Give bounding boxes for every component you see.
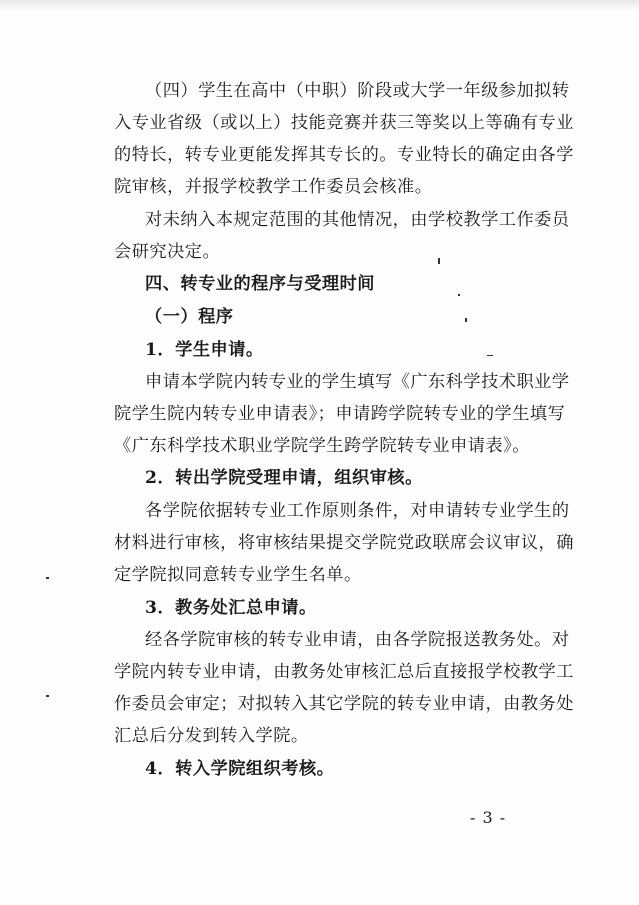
scan-speck [487,355,493,356]
paragraph-line: 对未纳入本规定范围的其他情况，由学校教学工作委员 [145,210,570,230]
page-number: - 3 - [470,808,507,827]
scan-speck [46,695,49,697]
paragraph-line: 入专业省级（或以上）技能竞赛并获三等奖以上等确有专业 [114,113,574,133]
paragraph-line: 各学院依据转专业工作原则条件，对申请转专业学生的 [145,501,570,521]
scan-speck [465,318,467,322]
paragraph-line: 材料进行审核，将审核结果提交学院党政联席会议审议，确 [114,533,574,553]
scan-edge [0,0,639,10]
paragraph-line: 学院内转专业申请，由教务处审核汇总后直接报学校教学工 [114,662,574,682]
paragraph-line: 的特长，转专业更能发挥其专长的。专业特长的确定由各学 [114,145,574,165]
paragraph-line: 作委员会审定；对拟转入其它学院的转专业申请，由教务处 [114,694,574,714]
scan-speck [46,577,49,579]
scan-speck [438,258,440,264]
paragraph-line: 会研究决定。 [114,242,221,262]
paragraph-line: 汇总后分发到转入学院。 [114,726,309,746]
paragraph-line: 《广东科学技术职业学院学生跨学院转专业申请表》。 [114,436,530,456]
subsection-heading: （一）程序 [145,307,234,327]
step-heading: 4．转入学院组织考核。 [145,759,335,779]
paragraph-line: 院审核，并报学校教学工作委员会核准。 [114,177,433,197]
section-heading: 四、转专业的程序与受理时间 [145,274,375,294]
paragraph-line: （四）学生在高中（中职）阶段或大学一年级参加拟转 [145,81,570,101]
step-heading: 1．学生申请。 [145,340,264,360]
step-heading: 2．转出学院受理申请，组织审核。 [145,468,423,488]
paragraph-line: 院学生院内转专业申请表》；申请跨学院转专业的学生填写 [114,404,566,424]
paragraph-line: 申请本学院内转专业的学生填写《广东科学技术职业学 [145,372,570,392]
paragraph-line: 经各学院审核的转专业申请，由各学院报送教务处。对 [145,630,570,650]
step-heading: 3．教务处汇总申请。 [145,598,317,618]
scan-speck [458,294,460,296]
paragraph-line: 定学院拟同意转专业学生名单。 [114,565,362,585]
